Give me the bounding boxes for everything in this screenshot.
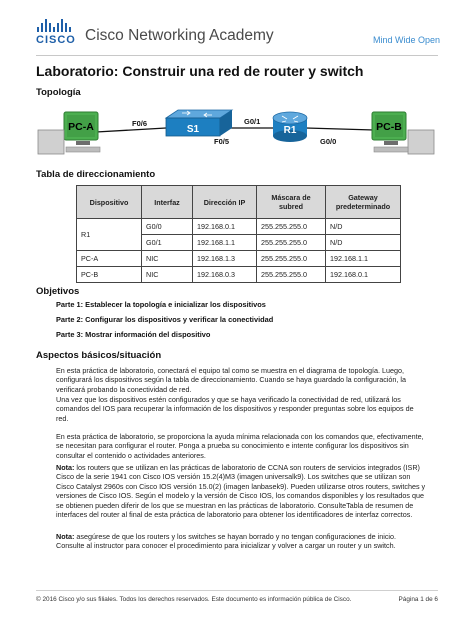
pc-b-label: PC-B <box>376 121 402 133</box>
note-paragraph <box>56 532 426 551</box>
if-g00-label: G0/0 <box>320 137 337 146</box>
cell-interface: G0/0 <box>142 219 193 235</box>
if-f06-label: F0/6 <box>132 119 148 128</box>
note-paragraph <box>56 463 426 519</box>
addressing-heading: Tabla de direccionamiento <box>36 169 156 180</box>
page-header <box>0 0 474 58</box>
cell-interface: NIC <box>142 267 193 283</box>
r1-label: R1 <box>283 125 297 136</box>
if-g01-label: G0/1 <box>244 117 261 126</box>
tagline: Mind Wide Open <box>372 35 440 45</box>
cell-interface: NIC <box>142 251 193 267</box>
paragraph: En esta práctica de laboratorio, conectará el equipo tal como se muestra en el diagrama de topología. Luego, configurará los dispositivos según la tabla de direccionamiento. Cuando se haya guardado la configuración, la verificará probando la conectividad de red. <box>56 366 407 394</box>
copyright-text: © 2016 Cisco y/o sus filiales. Todos los derechos reservados. Este documento es información pública de Cisco. <box>36 596 352 603</box>
pc-a-icon <box>38 112 100 154</box>
cell-device: R1 <box>77 219 142 251</box>
cell-ip: 192.168.0.1 <box>193 219 257 235</box>
header-divider <box>36 55 438 56</box>
table-row <box>77 251 401 267</box>
objective-item: Parte 3: Mostrar información del dispositivo <box>56 330 211 339</box>
col-mascara: Máscara de subred <box>257 186 326 219</box>
note-text: los routers que se utilizan en las prácticas de laboratorio de CCNA son routers de servicios integrados (ISR) Cisco de la serie 1941 con Cisco IOS versión 15.2(4)M3 (imagen universalk9). Los switches que se utilizan son Cisco Catalyst 2960s con Cisco IOS versión 15.0(2) (imagen lanbasek9). Pueden utilizarse otros routers, switches y versiones de Cisco IOS. Según el modelo y la versión de Cisco IOS, los comandos disponibles y los resultados que se obtienen pueden diferir de los que se muestran en las prácticas de laboratorio. ConsulteTabla de resumen de interfaces del router al final de esta práctica de laboratorio para obtener los identificadores de interfaz correctos. <box>56 463 426 520</box>
table-row <box>77 219 401 235</box>
col-gateway: Gateway predeterminado <box>326 186 401 219</box>
cell-ip: 192.168.1.3 <box>193 251 257 267</box>
pc-b-icon <box>372 112 434 154</box>
topology-heading: Topología <box>36 87 81 98</box>
cell-device: PC-B <box>77 267 142 283</box>
cell-gateway: 192.168.0.1 <box>326 267 401 283</box>
note-label: Nota: <box>56 463 75 472</box>
cell-device: PC-A <box>77 251 142 267</box>
cisco-logo-icon <box>36 18 76 33</box>
background-heading: Aspectos básicos/situación <box>36 350 162 361</box>
pc-a-label: PC-A <box>68 121 94 133</box>
col-ip: Dirección IP <box>193 186 257 219</box>
col-interfaz: Interfaz <box>142 186 193 219</box>
if-f05-label: F0/5 <box>214 137 230 146</box>
objective-item: Parte 2: Configurar los dispositivos y verificar la conectividad <box>56 315 274 324</box>
topology-diagram <box>36 100 440 168</box>
cell-ip: 192.168.1.1 <box>193 235 257 251</box>
addressing-table <box>76 185 401 283</box>
page-number: Página 1 de 6 <box>398 596 438 603</box>
objective-item: Parte 1: Establecer la topología e inicializar los dispositivos <box>56 300 266 309</box>
cell-mask: 255.255.255.0 <box>257 267 326 283</box>
academy-title: Cisco Networking Academy <box>85 27 274 44</box>
paragraph: En esta práctica de laboratorio, se proporciona la ayuda mínima relacionada con los comandos que, efectivamente, se necesitan para configurar el router. Ponga a prueba su conocimiento e intente configurar los dispositivos sin consultar el contenido o actividades anteriores. <box>56 432 424 460</box>
page-title: Laboratorio: Construir una red de router y switch <box>36 63 364 79</box>
note-text: asegúrese de que los routers y los switches se hayan borrado y no tengan configuraciones de inicio. Consulte al instructor para conocer el procedimiento para inicializar y volver a cargar un router y un switch. <box>56 532 397 551</box>
brand-wordmark: CISCO <box>36 34 76 46</box>
cable-pca-s1 <box>96 128 166 132</box>
cell-mask: 255.255.255.0 <box>257 251 326 267</box>
objectives-heading: Objetivos <box>36 286 80 297</box>
table-row <box>77 267 401 283</box>
cable-r1-pcb <box>306 128 374 130</box>
footer-divider <box>36 590 438 591</box>
note-label: Nota: <box>56 532 75 541</box>
cell-gateway: 192.168.1.1 <box>326 251 401 267</box>
s1-label: S1 <box>186 124 200 135</box>
table-header-row <box>77 186 401 219</box>
cell-gateway: N/D <box>326 235 401 251</box>
cell-mask: 255.255.255.0 <box>257 235 326 251</box>
col-dispositivo: Dispositivo <box>77 186 142 219</box>
cell-interface: G0/1 <box>142 235 193 251</box>
cell-mask: 255.255.255.0 <box>257 219 326 235</box>
cell-ip: 192.168.0.3 <box>193 267 257 283</box>
paragraph: Una vez que los dispositivos estén configurados y que se haya verificado la conectividad de red, utilizará los comandos del IOS para recuperar la información de los dispositivos y responder preguntas sobre los equipos de red. <box>56 395 414 423</box>
cell-gateway: N/D <box>326 219 401 235</box>
